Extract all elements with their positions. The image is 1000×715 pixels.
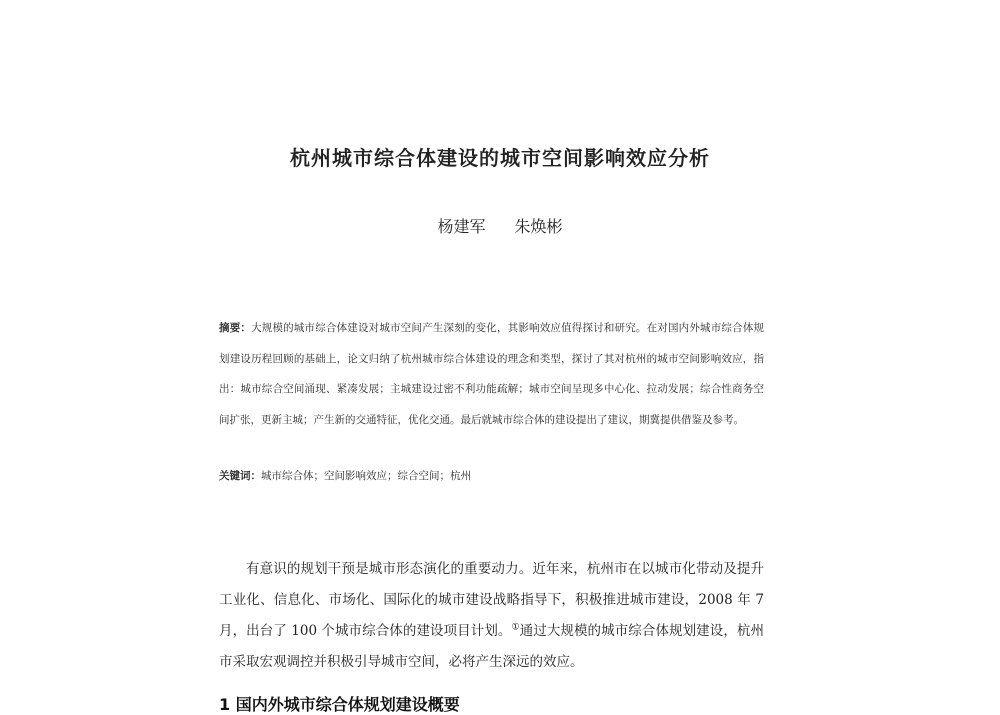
author-name: 杨建军 xyxy=(437,217,486,236)
abstract-label: 摘要： xyxy=(219,322,252,334)
keywords-text: 城市综合体；空间影响效应；综合空间；杭州 xyxy=(261,470,471,482)
abstract xyxy=(219,313,764,435)
intro-paragraph xyxy=(219,554,764,678)
keywords xyxy=(219,466,764,486)
paper-title: 杭州城市综合体建设的城市空间影响效应分析 xyxy=(290,146,710,170)
intro-text-continued: 通过大规模的城市综合体规划建设，杭州市采取宏观调控并积极引导城市空间，必将产生深远的效应。 xyxy=(219,623,764,670)
section-heading: 1 国内外城市综合体规划建设概要 xyxy=(219,695,460,714)
keywords-label: 关键词： xyxy=(219,470,261,482)
footnote-marker[interactable]: ① xyxy=(511,622,520,633)
intro-text: 有意识的规划干预是城市形态演化的重要动力。近年来，杭州市在以城市化带动及提升工业化、信息化、市场化、国际化的城市建设战略指导下，积极推进城市建设，2008 年 7 月，出台了 100 个城市综合体的建设项目计划。 xyxy=(219,561,764,639)
author-name: 朱焕彬 xyxy=(514,217,563,236)
author-list xyxy=(0,214,1000,237)
abstract-text: 大规模的城市综合体建设对城市空间产生深刻的变化，其影响效应值得探讨和研究。在对国内外城市综合体规划建设历程回顾的基础上，论文归纳了杭州城市综合体建设的理念和类型，探讨了其对杭州的城市空间影响效应，指出：城市综合空间涌现、紧凑发展；主城建设过密不利功能疏解；城市空间呈现多中心化、拉动发展；综合性商务空间扩张，更新主城；产生新的交通特征，优化交通。最后就城市综合体的建设提出了建议，期冀提供借鉴及参考。 xyxy=(219,322,765,426)
